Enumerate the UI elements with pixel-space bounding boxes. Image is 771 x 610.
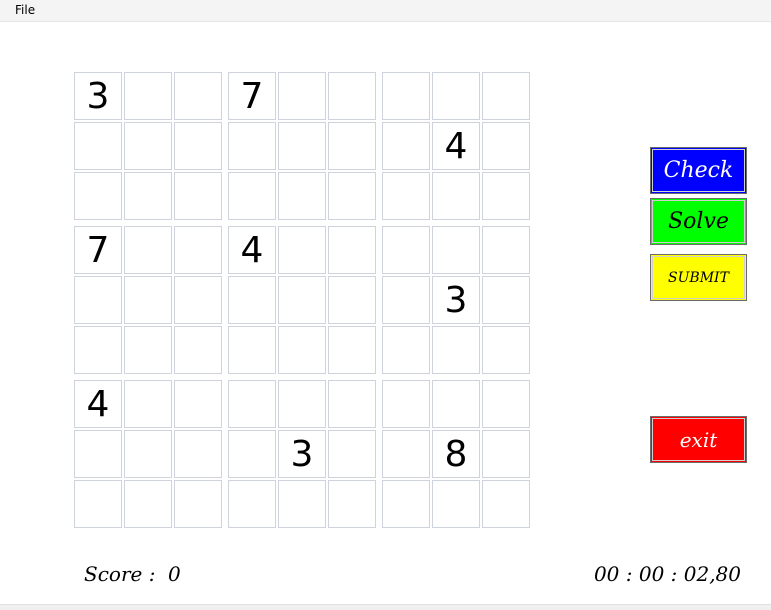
sudoku-cell[interactable] bbox=[228, 480, 276, 528]
sudoku-cell[interactable] bbox=[432, 226, 480, 274]
sudoku-cell[interactable] bbox=[74, 430, 122, 478]
score-label: Score : bbox=[84, 562, 156, 586]
sudoku-cell[interactable] bbox=[174, 380, 222, 428]
sudoku-cell[interactable] bbox=[382, 380, 430, 428]
sudoku-cell[interactable] bbox=[432, 172, 480, 220]
sudoku-cell[interactable] bbox=[124, 172, 172, 220]
sudoku-cell[interactable] bbox=[124, 226, 172, 274]
sudoku-cell[interactable] bbox=[124, 480, 172, 528]
sudoku-cell[interactable] bbox=[278, 326, 326, 374]
sudoku-cell[interactable] bbox=[432, 72, 480, 120]
sudoku-cell[interactable] bbox=[74, 326, 122, 374]
sudoku-cell[interactable] bbox=[328, 172, 376, 220]
sudoku-cell[interactable] bbox=[228, 380, 276, 428]
sudoku-cell[interactable] bbox=[328, 226, 376, 274]
sudoku-cell[interactable]: 4 bbox=[228, 226, 276, 274]
sudoku-cell[interactable] bbox=[124, 72, 172, 120]
check-button[interactable]: Check bbox=[650, 147, 747, 194]
sudoku-cell[interactable]: 7 bbox=[74, 226, 122, 274]
sudoku-cell[interactable]: 8 bbox=[432, 430, 480, 478]
sudoku-cell[interactable] bbox=[482, 122, 530, 170]
sudoku-cell[interactable] bbox=[382, 172, 430, 220]
sudoku-cell[interactable] bbox=[228, 122, 276, 170]
sudoku-cell[interactable] bbox=[432, 380, 480, 428]
sudoku-cell[interactable] bbox=[74, 276, 122, 324]
menu-file[interactable]: File bbox=[15, 3, 36, 17]
sudoku-cell[interactable]: 4 bbox=[74, 380, 122, 428]
sudoku-cell[interactable] bbox=[74, 480, 122, 528]
sudoku-cell[interactable] bbox=[278, 226, 326, 274]
sudoku-cell[interactable] bbox=[228, 172, 276, 220]
sudoku-board bbox=[74, 72, 534, 532]
sudoku-cell[interactable] bbox=[278, 172, 326, 220]
sudoku-cell[interactable] bbox=[124, 276, 172, 324]
sudoku-cell[interactable] bbox=[174, 72, 222, 120]
submit-button[interactable]: SUBMIT bbox=[650, 254, 747, 301]
sudoku-cell[interactable] bbox=[328, 430, 376, 478]
sudoku-cell[interactable] bbox=[482, 480, 530, 528]
sudoku-cell[interactable] bbox=[482, 226, 530, 274]
sudoku-cell[interactable] bbox=[278, 72, 326, 120]
sudoku-cell[interactable] bbox=[328, 276, 376, 324]
sudoku-cell[interactable]: 3 bbox=[432, 276, 480, 324]
sudoku-cell[interactable] bbox=[124, 326, 172, 374]
sudoku-cell[interactable] bbox=[432, 480, 480, 528]
sudoku-cell[interactable] bbox=[174, 276, 222, 324]
sudoku-cell[interactable] bbox=[124, 122, 172, 170]
timer-display: 00 : 00 : 02,80 bbox=[593, 562, 741, 586]
exit-button[interactable]: exit bbox=[650, 416, 747, 463]
sudoku-cell[interactable] bbox=[482, 72, 530, 120]
sudoku-cell[interactable] bbox=[74, 172, 122, 220]
sudoku-cell[interactable]: 3 bbox=[74, 72, 122, 120]
sudoku-cell[interactable] bbox=[382, 430, 430, 478]
sudoku-cell[interactable] bbox=[174, 122, 222, 170]
sudoku-cell[interactable] bbox=[278, 380, 326, 428]
sudoku-cell[interactable] bbox=[328, 326, 376, 374]
sudoku-cell[interactable] bbox=[382, 226, 430, 274]
sudoku-cell[interactable] bbox=[278, 122, 326, 170]
sudoku-cell[interactable]: 3 bbox=[278, 430, 326, 478]
sudoku-cell[interactable] bbox=[174, 226, 222, 274]
sudoku-cell[interactable] bbox=[228, 326, 276, 374]
sudoku-cell[interactable] bbox=[124, 430, 172, 478]
sudoku-cell[interactable] bbox=[482, 172, 530, 220]
menu-bar bbox=[0, 0, 771, 22]
sudoku-cell[interactable] bbox=[174, 326, 222, 374]
sudoku-cell[interactable] bbox=[482, 276, 530, 324]
solve-button[interactable]: Solve bbox=[650, 198, 747, 245]
sudoku-cell[interactable] bbox=[228, 276, 276, 324]
sudoku-cell[interactable] bbox=[74, 122, 122, 170]
sudoku-cell[interactable] bbox=[482, 326, 530, 374]
sudoku-cell[interactable] bbox=[432, 326, 480, 374]
sudoku-cell[interactable] bbox=[328, 122, 376, 170]
sudoku-cell[interactable] bbox=[174, 430, 222, 478]
score-value: 0 bbox=[168, 562, 181, 586]
sudoku-cell[interactable] bbox=[174, 172, 222, 220]
sudoku-cell[interactable] bbox=[382, 72, 430, 120]
sudoku-cell[interactable]: 4 bbox=[432, 122, 480, 170]
sudoku-cell[interactable] bbox=[382, 480, 430, 528]
sudoku-cell[interactable] bbox=[174, 480, 222, 528]
sudoku-cell[interactable] bbox=[278, 276, 326, 324]
sudoku-cell[interactable] bbox=[228, 430, 276, 478]
sudoku-cell[interactable] bbox=[328, 480, 376, 528]
sudoku-cell[interactable] bbox=[482, 380, 530, 428]
sudoku-cell[interactable] bbox=[278, 480, 326, 528]
status-bar bbox=[0, 604, 771, 610]
sudoku-cell[interactable] bbox=[382, 122, 430, 170]
sudoku-cell[interactable] bbox=[328, 380, 376, 428]
sudoku-cell[interactable]: 7 bbox=[228, 72, 276, 120]
sudoku-cell[interactable] bbox=[482, 430, 530, 478]
sudoku-cell[interactable] bbox=[382, 276, 430, 324]
sudoku-cell[interactable] bbox=[328, 72, 376, 120]
sudoku-cell[interactable] bbox=[382, 326, 430, 374]
sudoku-cell[interactable] bbox=[124, 380, 172, 428]
